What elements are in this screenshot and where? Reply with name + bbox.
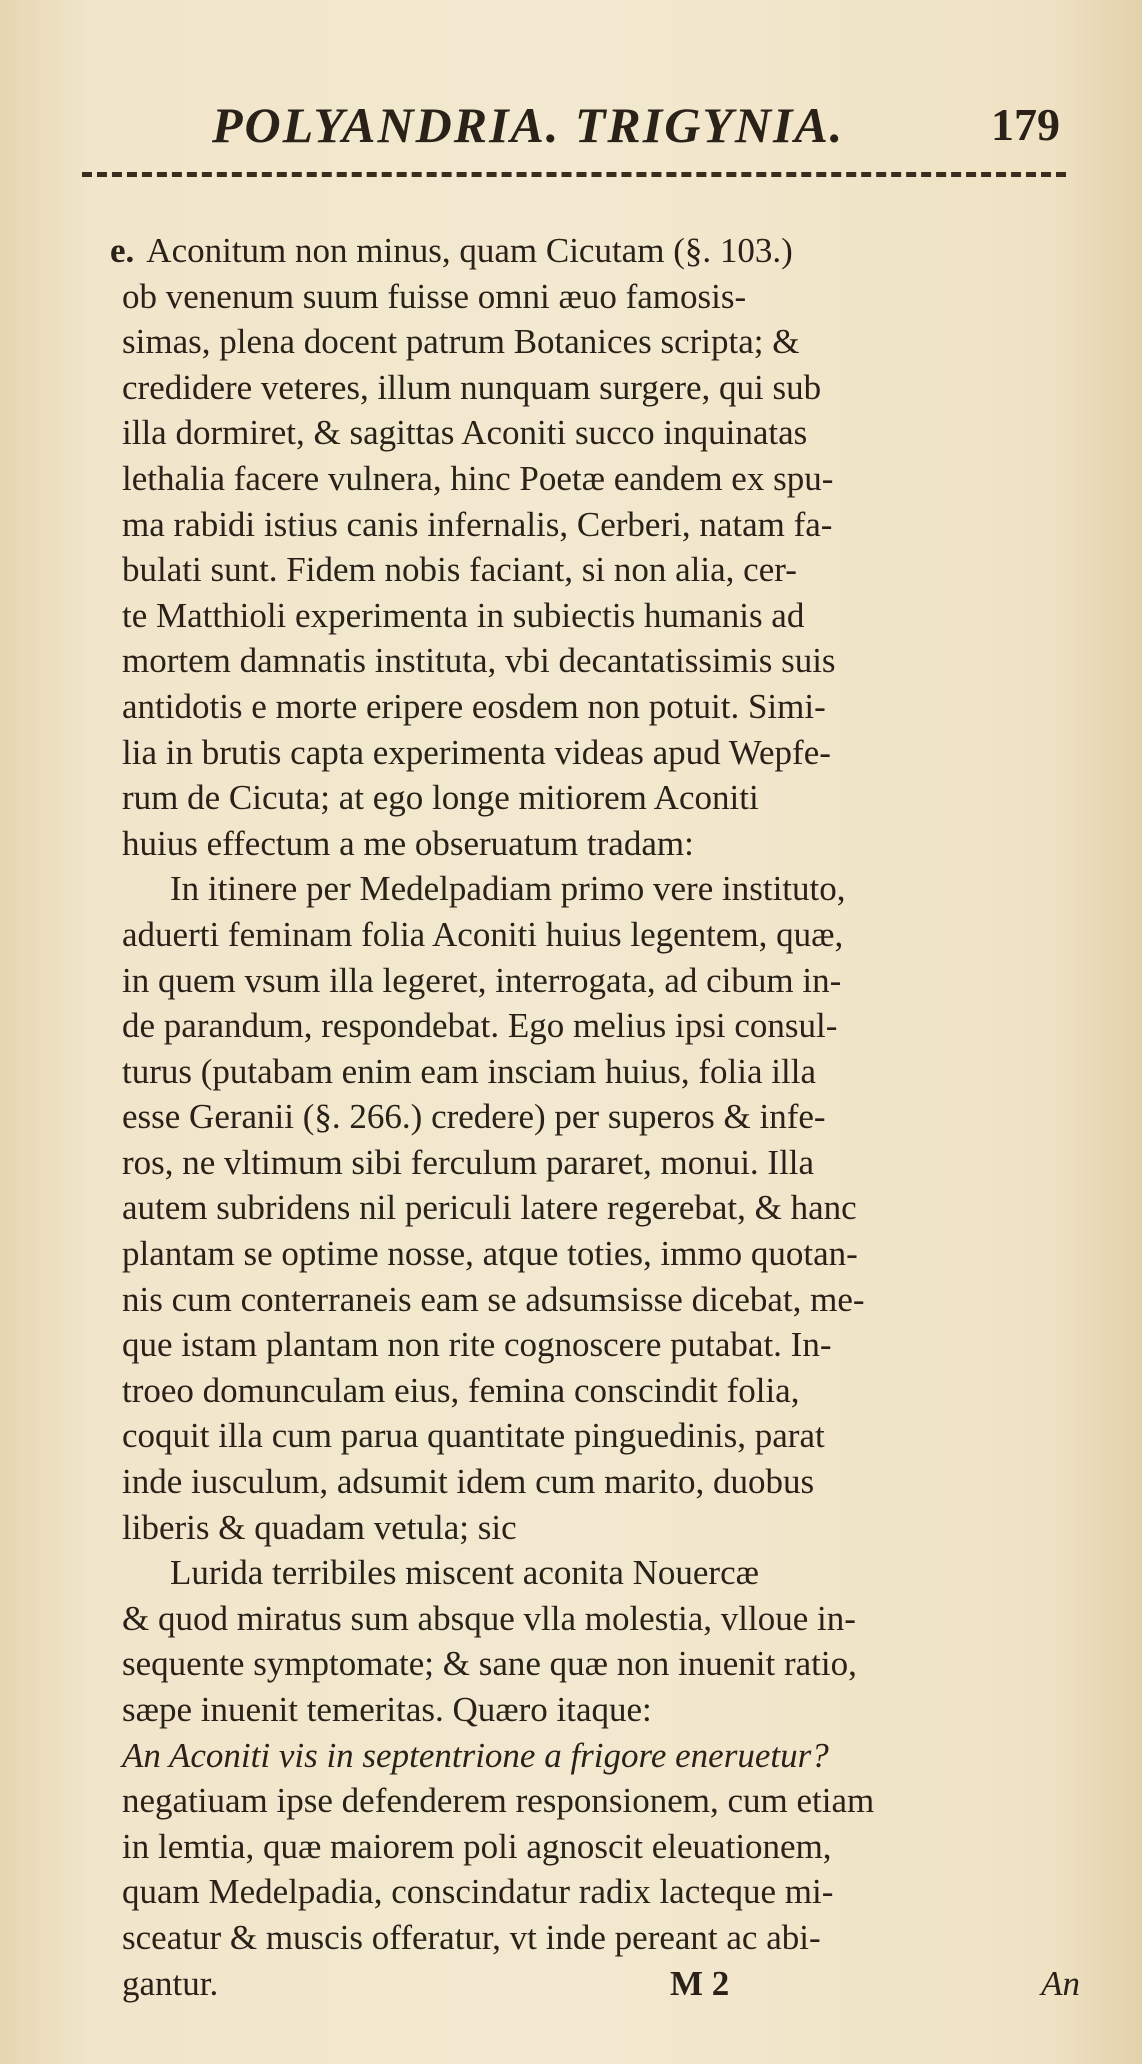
text-line: nis cum conterraneis eam se adsumsisse dicebat, me- <box>122 1279 865 1319</box>
signature-mark: M 2 <box>670 1963 730 2003</box>
text-line: mortem damnatis instituta, vbi decantatissimis suis <box>122 641 836 681</box>
text-line: ros, ne vltimum sibi ferculum pararet, monui. Illa <box>122 1142 815 1182</box>
text-line: rum de Cicuta; at ego longe mitiorem Aconiti <box>122 778 759 818</box>
header-rule <box>82 172 1066 177</box>
text-line: sceatur & muscis offeratur, vt inde pereant ac abi- <box>122 1917 821 1957</box>
text-line: liberis & quadam vetula; sic <box>122 1507 517 1547</box>
text-line: autem subridens nil periculi latere regerebat, & hanc <box>122 1188 857 1228</box>
running-head: POLYANDRIA. TRIGYNIA. <box>212 97 845 153</box>
last-line: gantur. M 2 An <box>110 1961 1080 2007</box>
question-line: An Aconiti vis in septentrione a frigore eneruetur? <box>122 1735 829 1775</box>
text-line: in lemtia, quæ maiorem poli agnoscit eleuationem, <box>122 1826 832 1866</box>
text-line: ma rabidi istius canis infernalis, Cerberi, natam fa- <box>122 504 833 544</box>
text-line: illa dormiret, & sagittas Aconiti succo inquinatas <box>122 413 808 453</box>
body-text <box>110 228 1080 2006</box>
text-line: & quod miratus sum absque vlla molestia, vlloue in- <box>122 1598 856 1638</box>
text-line: troeo domunculam eius, femina conscindit folia, <box>122 1370 800 1410</box>
section-number: e. <box>110 231 135 270</box>
text-line: ob venenum suum fuisse omni æuo famosis- <box>122 276 747 316</box>
text-line: simas, plena docent patrum Botanices scripta; & <box>122 322 800 362</box>
catchword: An <box>1041 1963 1080 2003</box>
text-line: te Matthioli experimenta in subiectis humanis ad <box>122 595 805 635</box>
text-line: quam Medelpadia, conscindatur radix lacteque mi- <box>122 1872 834 1912</box>
text-line: turus (putabam enim eam insciam huius, folia illa <box>122 1051 817 1091</box>
text-line: negatiuam ipse defenderem responsionem, cum etiam <box>122 1781 875 1821</box>
text-line: e. Aconitum non minus, quam Cicutam (§. 103.) <box>110 231 793 270</box>
text-line: que istam plantam non rite cognoscere putabat. In- <box>122 1325 832 1365</box>
text-line: plantam se optime nosse, atque toties, immo quotan- <box>122 1234 858 1274</box>
text-line: in quem vsum illa legeret, interrogata, ad cibum in- <box>122 960 842 1000</box>
text-line: credidere veteres, illum nunquam surgere, qui sub <box>122 367 822 407</box>
text-line: sequente symptomate; & sane quæ non inuenit ratio, <box>122 1644 857 1684</box>
page-number: 179 <box>991 99 1060 150</box>
text-line: In itinere per Medelpadiam primo vere instituto, <box>170 869 846 909</box>
verse-line: Lurida terribiles miscent aconita Nouercæ <box>170 1553 759 1593</box>
text-line: de parandum, respondebat. Ego melius ipsi consul- <box>122 1006 838 1046</box>
text-line: bulati sunt. Fidem nobis faciant, si non alia, cer- <box>122 550 797 590</box>
text-line: inde iusculum, adsumit idem cum marito, duobus <box>122 1462 815 1502</box>
text-line: antidotis e morte eripere eosdem non potuit. Simi- <box>122 686 826 726</box>
text-line: lethalia facere vulnera, hinc Poetæ eandem ex spu- <box>122 458 834 498</box>
text-line: sæpe inuenit temeritas. Quæro itaque: <box>122 1690 652 1729</box>
text-line: huius effectum a me obseruatum tradam: <box>122 823 694 863</box>
text-line: esse Geranii (§. 266.) credere) per superos & infe- <box>122 1097 826 1137</box>
text-line: coquit illa cum parua quantitate pinguedinis, parat <box>122 1416 825 1456</box>
text-line: lia in brutis capta experimenta videas apud Wepfe- <box>122 732 831 772</box>
page-header <box>150 96 1070 166</box>
text-line: aduerti feminam folia Aconiti huius legentem, quæ, <box>122 914 844 954</box>
